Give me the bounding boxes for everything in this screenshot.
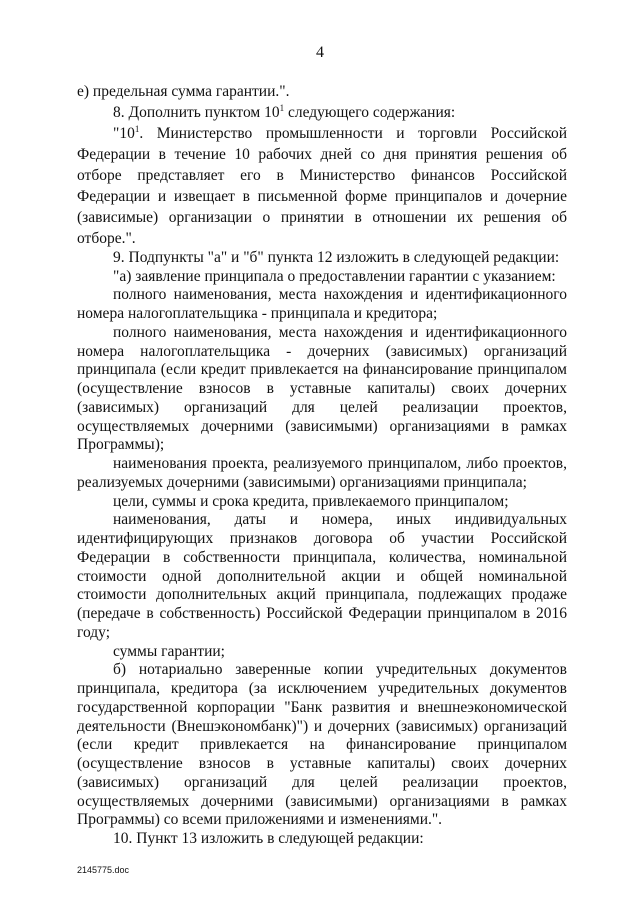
superscript: 1 <box>134 123 140 134</box>
paragraph-amend-10: 10. Пункт 13 изложить в следующей редакции: <box>113 830 424 847</box>
paragraph-amend-8-tail: следующего содержания: <box>284 103 456 121</box>
file-name-footer: 2145775.doc <box>77 865 130 875</box>
paragraph-point-10-1-start: "10 <box>113 124 135 142</box>
paragraph-point-10-1 <box>77 123 567 249</box>
paragraph-amend-9: 9. Подпункты "а" и "б" пункта 12 изложить в следующей редакции: <box>113 248 560 266</box>
paragraph-point-10-1-text: . Министерство промышленности и торговли Российской Федерации в течение 10 рабочих дней со дня принятия решения об отборе представляет его в Министерство финансов Российской Федерации и извещает в письменной форме принципалов и дочерние (зависимые) организации о принятии в отношении их решения об отборе.". <box>77 124 567 247</box>
paragraph-credit-terms: цели, суммы и срока кредита, привлекаемого принципалом; <box>113 492 509 510</box>
paragraph-subitem-a: "а) заявление принципала о предоставлении гарантии с указанием: <box>113 267 556 285</box>
paragraph-subitem-b: б) нотариально заверенные копии учредительных документов принципала, кредитора (за исключением учредительных документов государственной корпорации "Банк развития и внешнеэкономической деятельности (Внешэкономбанк)") и дочерних (зависимых) организаций (если кредит привлекается на финансирование принципалом (осуществление взносов в уставные капиталы) своих дочерних (зависимых) организаций для целей реализации проектов, осуществляемых дочерними (зависимыми) организациями в рамках Программы) со всеми приложениями и изменениями.". <box>77 661 567 829</box>
paragraph-guarantee-sum: суммы гарантии; <box>113 642 225 660</box>
page-number: 4 <box>316 44 324 61</box>
document-body <box>77 83 567 849</box>
paragraph-agreement-details: наименования, даты и номера, иных индивидуальных идентифицирующих признаков договора об участии Российской Федерации в собственности принципала, количества, номинальной стоимости одной дополнительной акции и общей номинальной стоимости дополнительных акций принципала, подлежащих продаже (передаче в собственность) Российской Федерации принципалом в 2016 году; <box>77 511 567 641</box>
paragraph-amend-8 <box>77 102 567 123</box>
superscript: 1 <box>279 102 285 113</box>
paragraph-project-names: наименования проекта, реализуемого принципалом, либо проектов, реализуемых дочерними (зависимыми) организациями принципала; <box>77 455 567 491</box>
paragraph-amend-8-text: 8. Дополнить пунктом 10 <box>113 103 280 121</box>
paragraph-full-name-subsidiaries: полного наименования, места нахождения и идентификационного номера налогоплательщика - дочерних (зависимых) организаций принципала (если кредит привлекается на финансирование принципалом (осуществление взносов в уставные капиталы) своих дочерних (зависимых) организаций для целей реализации проектов, осуществляемых дочерними (зависимыми) организациями в рамках Программы); <box>77 323 567 454</box>
paragraph-item-e: е) предельная сумма гарантии.". <box>77 83 290 100</box>
paragraph-full-name-principal: полного наименования, места нахождения и идентификационного номера налогоплательщика - принципала и кредитора; <box>77 286 567 322</box>
